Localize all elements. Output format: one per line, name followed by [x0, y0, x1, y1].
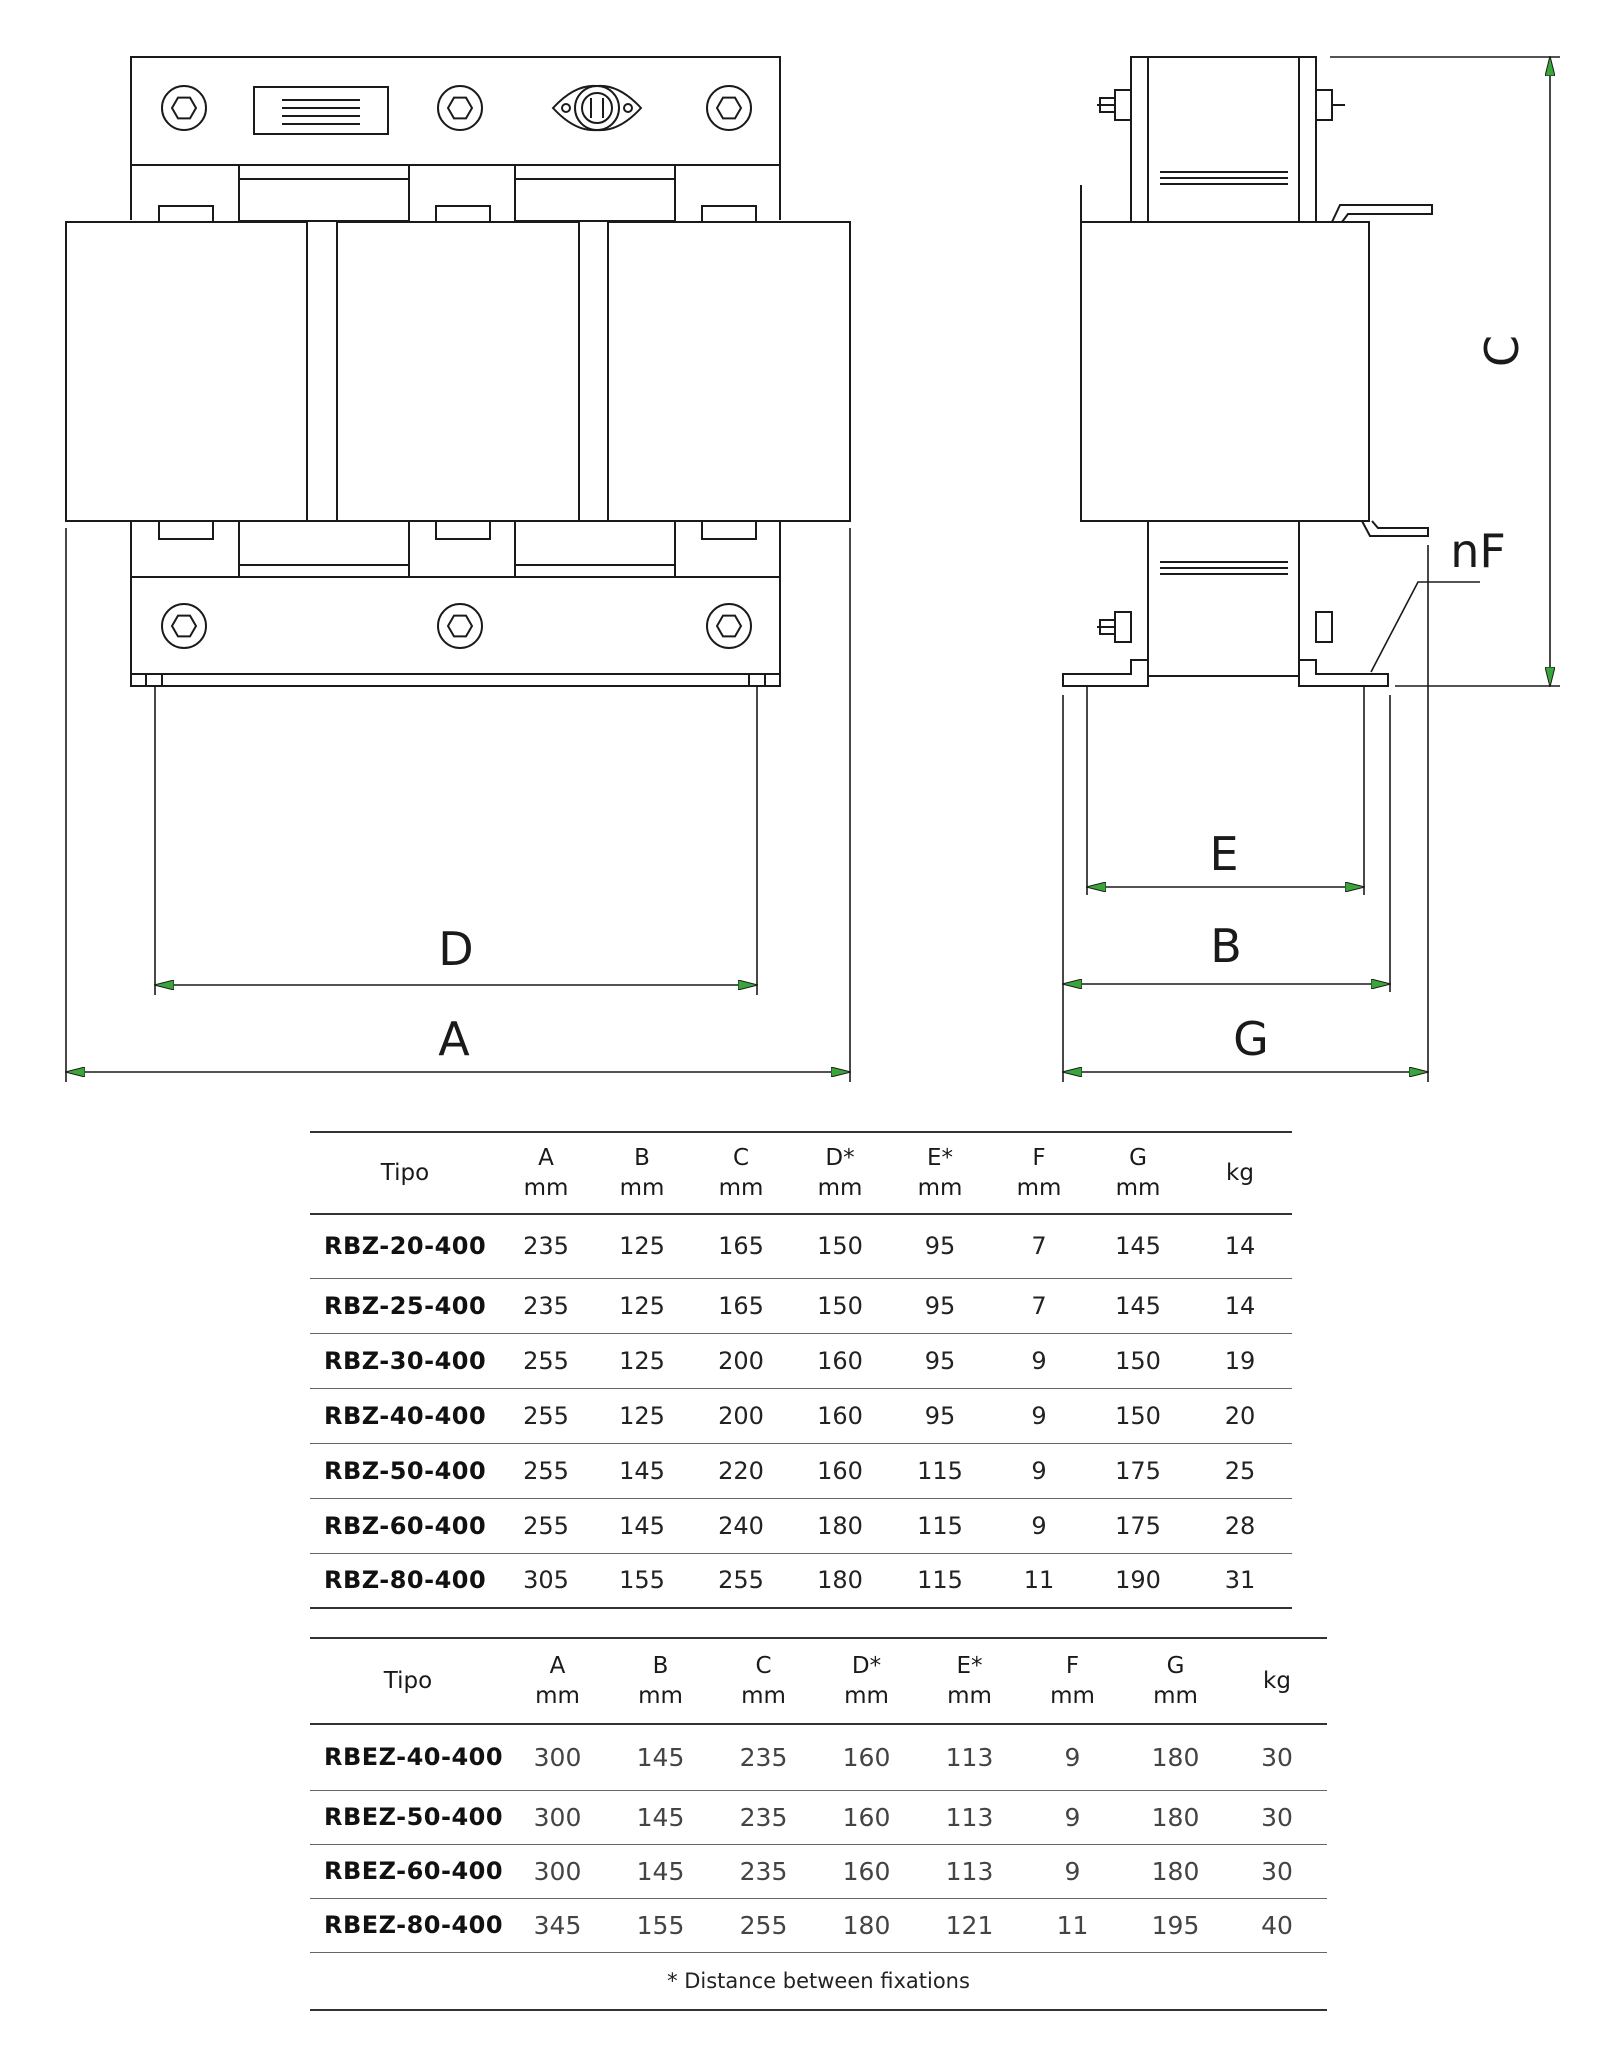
table-row	[310, 1724, 1327, 1790]
bottom-yoke	[131, 577, 780, 674]
table-cell: 200	[692, 1388, 790, 1443]
table-row	[310, 1214, 1292, 1278]
table-cell: 7	[990, 1278, 1088, 1333]
table-cell: 28	[1188, 1498, 1292, 1553]
header-cell: C mm	[712, 1638, 815, 1724]
coil-side	[1081, 222, 1369, 521]
header-cell: A mm	[506, 1638, 609, 1724]
table-cell: 180	[1124, 1724, 1227, 1790]
dim-label-b: B	[1210, 919, 1242, 973]
table-row	[310, 1333, 1292, 1388]
table-cell: 165	[692, 1214, 790, 1278]
table-cell: 95	[890, 1214, 990, 1278]
bottom-laminations	[1148, 521, 1299, 676]
table-cell: 9	[990, 1388, 1088, 1443]
footnote: * Distance between fixations	[310, 1952, 1327, 2010]
table-cell: 190	[1088, 1553, 1188, 1608]
table-cell: 160	[815, 1724, 918, 1790]
footnote-row	[310, 1952, 1327, 2010]
table-cell: 125	[592, 1388, 692, 1443]
model-cell: RBEZ-60-400	[310, 1844, 506, 1898]
table-cell: 30	[1227, 1790, 1327, 1844]
header-cell: kg	[1227, 1638, 1327, 1724]
bolt-icon	[707, 86, 751, 130]
table-cell: 160	[815, 1844, 918, 1898]
table-cell: 160	[790, 1333, 890, 1388]
top-yoke	[131, 57, 780, 165]
table-cell: 255	[500, 1333, 592, 1388]
top-laminations	[1131, 57, 1316, 222]
bolt-icon	[162, 86, 206, 130]
table-cell: 115	[890, 1498, 990, 1553]
table-cell: 95	[890, 1333, 990, 1388]
table-cell: 40	[1227, 1898, 1327, 1952]
front-view	[66, 57, 850, 686]
table-cell: 180	[790, 1498, 890, 1553]
table-cell: 175	[1088, 1498, 1188, 1553]
table-cell: 160	[790, 1443, 890, 1498]
header-cell: D* mm	[790, 1132, 890, 1214]
table-cell: 305	[500, 1553, 592, 1608]
bolt-icon	[438, 86, 482, 130]
table-row	[310, 1278, 1292, 1333]
table-cell: 345	[506, 1898, 609, 1952]
table-cell: 121	[918, 1898, 1021, 1952]
mounting-base	[131, 674, 780, 686]
leader-line-nf	[1371, 582, 1480, 672]
header-cell: B mm	[592, 1132, 692, 1214]
model-cell: RBEZ-50-400	[310, 1790, 506, 1844]
table-cell: 125	[592, 1333, 692, 1388]
header-cell: E* mm	[890, 1132, 990, 1214]
model-cell: RBZ-80-400	[310, 1553, 500, 1608]
nameplate-icon	[254, 87, 388, 134]
table-cell: 255	[500, 1388, 592, 1443]
table-cell: 180	[790, 1553, 890, 1608]
table-cell: 195	[1124, 1898, 1227, 1952]
table-cell: 9	[990, 1333, 1088, 1388]
coil-left	[66, 222, 307, 521]
header-cell: G mm	[1124, 1638, 1227, 1724]
table-cell: 145	[1088, 1278, 1188, 1333]
table-cell: 180	[1124, 1790, 1227, 1844]
table-cell: 235	[712, 1724, 815, 1790]
table-cell: 200	[692, 1333, 790, 1388]
table-cell: 155	[592, 1553, 692, 1608]
bolt-icon	[438, 604, 482, 648]
table-cell: 125	[592, 1214, 692, 1278]
table-cell: 25	[1188, 1443, 1292, 1498]
header-cell: kg	[1188, 1132, 1292, 1214]
table-cell: 30	[1227, 1844, 1327, 1898]
table-cell: 300	[506, 1790, 609, 1844]
header-cell: F mm	[1021, 1638, 1124, 1724]
side-view	[1063, 57, 1432, 686]
table-header-row	[310, 1638, 1327, 1724]
table-cell: 150	[790, 1278, 890, 1333]
table-cell: 9	[990, 1443, 1088, 1498]
table-cell: 145	[609, 1844, 712, 1898]
table-cell: 145	[609, 1790, 712, 1844]
table-cell: 235	[500, 1214, 592, 1278]
table-cell: 150	[1088, 1333, 1188, 1388]
table-cell: 155	[609, 1898, 712, 1952]
table-cell: 11	[990, 1553, 1088, 1608]
table-cell: 160	[790, 1388, 890, 1443]
table-cell: 180	[815, 1898, 918, 1952]
table-row	[310, 1443, 1292, 1498]
header-cell: F mm	[990, 1132, 1088, 1214]
table-cell: 9	[1021, 1844, 1124, 1898]
table-row	[310, 1790, 1327, 1844]
header-cell: D* mm	[815, 1638, 918, 1724]
table-cell: 125	[592, 1278, 692, 1333]
table-cell: 145	[1088, 1214, 1188, 1278]
table-cell: 19	[1188, 1333, 1292, 1388]
table-cell: 145	[592, 1498, 692, 1553]
rbz-dimensions-table	[310, 1131, 1292, 1609]
table-cell: 14	[1188, 1278, 1292, 1333]
bolt-icon	[162, 604, 206, 648]
header-cell: Tipo	[310, 1132, 500, 1214]
table-cell: 235	[712, 1790, 815, 1844]
table-cell: 145	[609, 1724, 712, 1790]
dim-label-e: E	[1209, 827, 1239, 881]
table-cell: 95	[890, 1278, 990, 1333]
table-cell: 150	[1088, 1388, 1188, 1443]
table-cell: 300	[506, 1844, 609, 1898]
table-row	[310, 1898, 1327, 1952]
dim-label-a: A	[438, 1012, 470, 1066]
model-cell: RBZ-60-400	[310, 1498, 500, 1553]
dim-label-g: G	[1233, 1012, 1269, 1066]
header-cell: C mm	[692, 1132, 790, 1214]
dim-label-c: C	[1475, 334, 1529, 368]
header-cell: Tipo	[310, 1638, 506, 1724]
table-row	[310, 1553, 1292, 1608]
table-cell: 113	[918, 1790, 1021, 1844]
table-cell: 235	[712, 1844, 815, 1898]
rbez-dimensions-table	[310, 1637, 1327, 2011]
table-cell: 113	[918, 1844, 1021, 1898]
header-cell: A mm	[500, 1132, 592, 1214]
table-cell: 95	[890, 1388, 990, 1443]
table-cell: 235	[500, 1278, 592, 1333]
model-cell: RBZ-25-400	[310, 1278, 500, 1333]
table-cell: 20	[1188, 1388, 1292, 1443]
model-cell: RBZ-20-400	[310, 1214, 500, 1278]
table-cell: 9	[1021, 1790, 1124, 1844]
table-cell: 220	[692, 1443, 790, 1498]
table-cell: 165	[692, 1278, 790, 1333]
table-cell: 30	[1227, 1724, 1327, 1790]
table-cell: 31	[1188, 1553, 1292, 1608]
table-header-row	[310, 1132, 1292, 1214]
coil-right	[608, 222, 850, 521]
model-cell: RBZ-50-400	[310, 1443, 500, 1498]
table-cell: 150	[790, 1214, 890, 1278]
table-cell: 9	[990, 1498, 1088, 1553]
header-cell: E* mm	[918, 1638, 1021, 1724]
table-cell: 115	[890, 1443, 990, 1498]
model-cell: RBEZ-80-400	[310, 1898, 506, 1952]
table-row	[310, 1498, 1292, 1553]
front-dimensions	[66, 528, 850, 1082]
table-cell: 113	[918, 1724, 1021, 1790]
table-cell: 255	[712, 1898, 815, 1952]
table-cell: 7	[990, 1214, 1088, 1278]
thermal-switch-icon	[553, 86, 641, 130]
table-cell: 255	[692, 1553, 790, 1608]
model-cell: RBZ-40-400	[310, 1388, 500, 1443]
mounting-foot-left	[1063, 660, 1148, 686]
dim-label-d: D	[438, 922, 474, 976]
bolt-icon	[707, 604, 751, 648]
header-cell: B mm	[609, 1638, 712, 1724]
table-cell: 240	[692, 1498, 790, 1553]
table-row	[310, 1844, 1327, 1898]
table-cell: 145	[592, 1443, 692, 1498]
dim-label-nf: nF	[1450, 524, 1506, 578]
table-cell: 255	[500, 1443, 592, 1498]
table-cell: 160	[815, 1790, 918, 1844]
model-cell: RBEZ-40-400	[310, 1724, 506, 1790]
table-cell: 180	[1124, 1844, 1227, 1898]
table-cell: 300	[506, 1724, 609, 1790]
table-cell: 115	[890, 1553, 990, 1608]
header-cell: G mm	[1088, 1132, 1188, 1214]
coil-center	[337, 222, 579, 521]
table-cell: 9	[1021, 1724, 1124, 1790]
table-cell: 14	[1188, 1214, 1292, 1278]
table-row	[310, 1388, 1292, 1443]
table-cell: 11	[1021, 1898, 1124, 1952]
table-cell: 255	[500, 1498, 592, 1553]
table-cell: 175	[1088, 1443, 1188, 1498]
model-cell: RBZ-30-400	[310, 1333, 500, 1388]
